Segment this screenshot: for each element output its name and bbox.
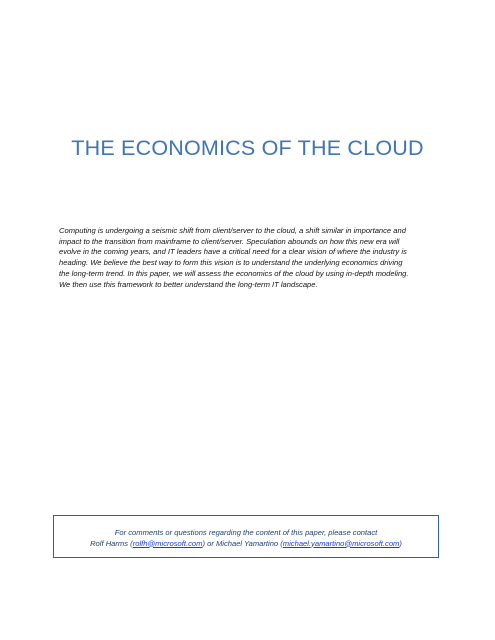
contact-close-paren: ) (399, 538, 402, 548)
contact-intro: For comments or questions regarding the content of this paper, please contact (114, 528, 378, 537)
abstract-line: Computing is undergoing a seismic shift from client/server to the cloud, a shift similar in importance and (59, 226, 406, 235)
email-link-michael[interactable]: michael.yamartino@microsoft.com (282, 538, 400, 548)
contact-box (53, 515, 439, 558)
contact-text (54, 528, 438, 549)
contact-name-rolf: Rolf Harms ( (90, 538, 133, 548)
contact-name-michael: ) or Michael Yamartino ( (202, 538, 283, 548)
abstract-line: We then use this framework to better understand the long-term IT landscape. (59, 279, 318, 289)
abstract-paragraph (59, 226, 439, 290)
email-link-rolfh[interactable]: rolfh@microsoft.com (132, 538, 203, 548)
abstract-line: impact to the transition from mainframe to client/server. Speculation abounds on how this new era will (59, 236, 400, 246)
contact-names (54, 539, 438, 550)
abstract-line: evolve in the coming years, and IT leaders have a critical need for a clear vision of where the industry is (59, 247, 407, 257)
document-title: THE ECONOMICS OF THE CLOUD (71, 136, 424, 160)
abstract-line: heading. We believe the best way to form this vision is to understand the underlying economics driving (59, 258, 403, 268)
abstract-line: the long-term trend. In this paper, we will assess the economics of the cloud by using in-depth modeling. (59, 268, 409, 278)
